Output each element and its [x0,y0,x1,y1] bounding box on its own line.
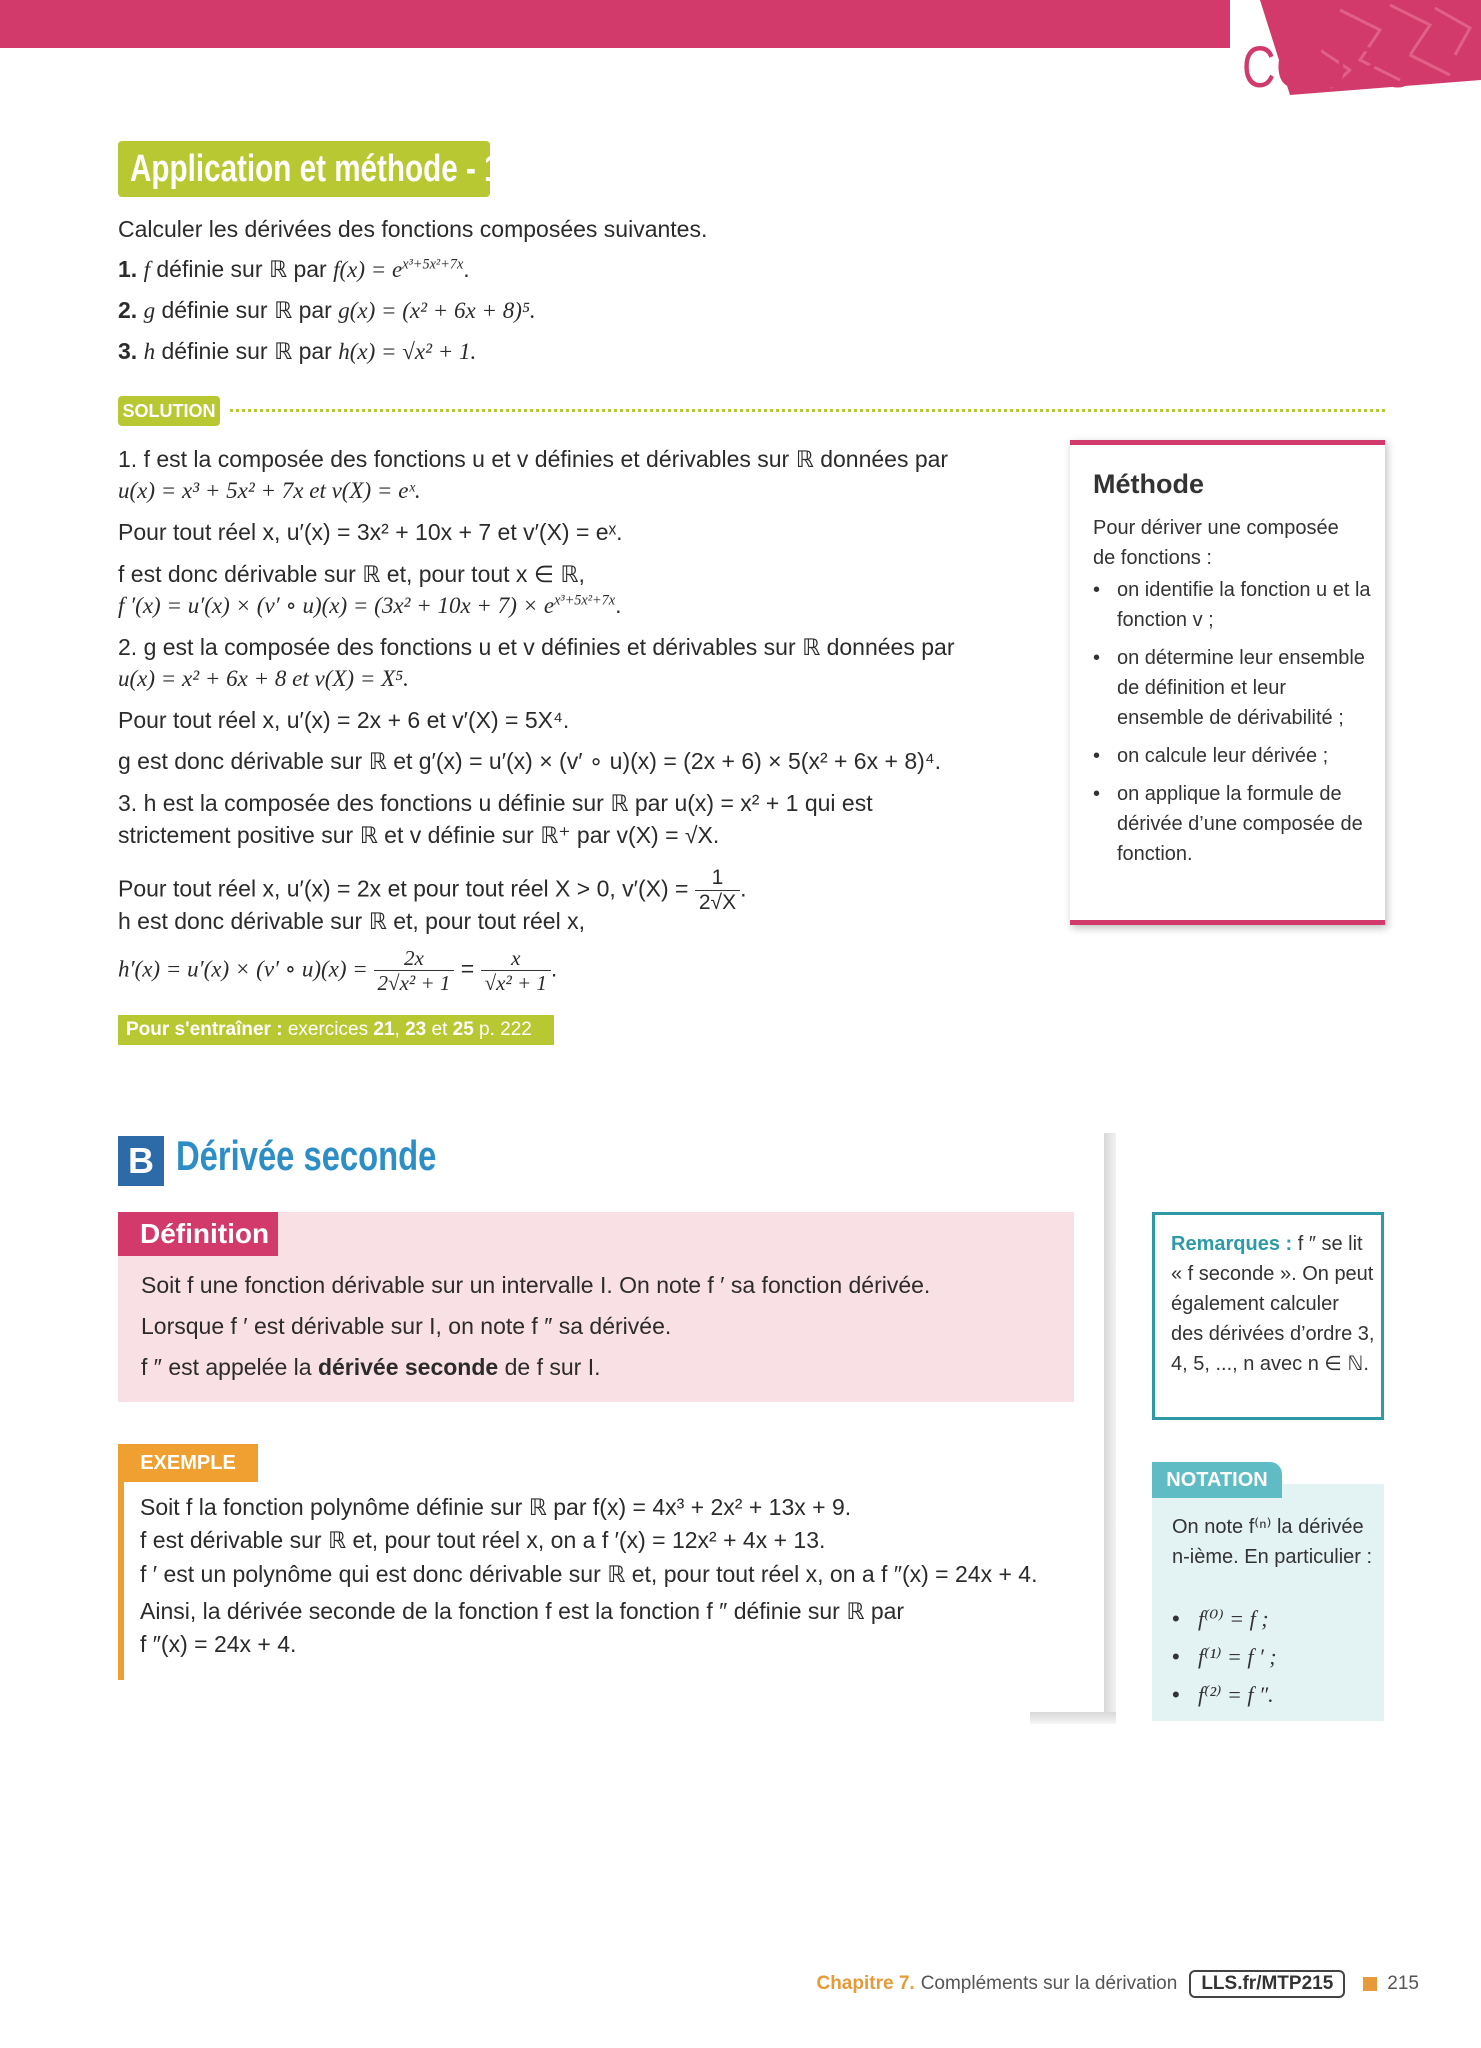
methode-list [1093,575,1373,877]
solution-line: h′(x) = u′(x) × (v′ ∘ u)(x) = $\frac{2x}{\text{2√x² + 1}}$ = $\frac{x}{\text{√x² + 1}}$ . [118,946,558,995]
example-line: Soit f la fonction polynôme définie sur ℝ par f(x) = 4x³ + 2x² + 13x + 9. [140,1494,852,1520]
solution-line: f est donc dérivable sur ℝ et, pour tout x ∈ ℝ, [118,561,585,587]
solution-line: 1. f est la composée des fonctions u et v définies et dérivables sur ℝ données par [118,446,949,472]
solution-badge: SOLUTION [118,396,220,426]
application-title: Application et méthode - 1 [118,141,490,197]
solution-line: Pour tout réel x, u′(x) = 3x² + 10x + 7 et v′(X) = eˣ. [118,519,623,545]
methode-title: Méthode [1093,469,1204,499]
page-number: 215 [1387,1973,1419,1994]
notation-text: On note f⁽ⁿ⁾ la dérivée n-ième. En particulier : [1172,1516,1373,1568]
remarques-box [1152,1212,1384,1420]
list-item: • on calcule leur dérivée ; [1093,745,1329,767]
panel-shadow [1030,1712,1116,1724]
square-icon [1363,1977,1377,1991]
methode-intro: Pour dériver une composée de fonctions : [1093,517,1339,569]
list-item: • on identifie la fonction u et la fonction v ; [1093,579,1371,631]
header-bar [0,0,1230,48]
panel-shadow [1104,1133,1116,1723]
definition-label: Définition [118,1212,278,1256]
methode-box [1070,440,1385,925]
definition-line: Lorsque f ′ est dérivable sur I, on note f ″ sa dérivée. [141,1313,672,1339]
list-item: • f⁽⁰⁾ = f ; [1172,1606,1269,1631]
solution-line: Pour tout réel x, u′(x) = 2x et pour tout réel X > 0, v′(X) = $\frac{1}{2√X}$ . [118,866,747,914]
list-item: • f⁽²⁾ = f ″. [1172,1682,1274,1707]
exercise-item-1: 1. f définie sur ℝ par $f(x) = e^{x^3+5x^2+7x}$. [118,256,470,282]
solution-line: 3. h est la composée des fonctions u définie sur ℝ par u(x) = x² + 1 qui est [118,790,873,816]
section-title: Dérivée seconde [176,1132,437,1179]
solution-divider [230,409,1385,412]
solution-line: 2. g est la composée des fonctions u et v définies et dérivables sur ℝ données par [118,634,955,660]
solution-line: u(x) = x² + 6x + 8 et v(X) = X⁵. [118,666,409,691]
example-line: f ″(x) = 24x + 4. [140,1631,297,1657]
example-label: EXEMPLE [118,1444,258,1482]
list-item: • on applique la formule de dérivée d’une composée de fonction. [1093,783,1363,865]
definition-line: Soit f une fonction dérivable sur un intervalle I. On note f ′ sa fonction dérivée. [141,1272,931,1298]
solution-line: h est donc dérivable sur ℝ et, pour tout réel x, [118,908,585,934]
example-line: f ′ est un polynôme qui est donc dérivable sur ℝ et, pour tout réel x, on a f ″(x) = 24x + 4. [140,1561,1038,1587]
section-label: COURS [1242,35,1414,100]
exercise-item-3: 3. h définie sur ℝ par h(x) = √x² + 1. [118,338,477,364]
exercise-intro: Calculer les dérivées des fonctions composées suivantes. [118,216,708,242]
list-item: • f⁽¹⁾ = f ′ ; [1172,1644,1277,1669]
remarques-text: Remarques : f ″ se lit « f seconde ». On peut également calculer des dérivées d’ordre 3, 4, 5, ..., n avec n ∈ ℕ. [1171,1233,1375,1375]
example-line: f est dérivable sur ℝ et, pour tout réel x, on a f ′(x) = 12x² + 4x + 13. [140,1527,826,1553]
lls-link[interactable]: LLS.fr/MTP215 [1189,1970,1345,1998]
solution-line: Pour tout réel x, u′(x) = 2x + 6 et v′(X) = 5X⁴. [118,707,570,733]
solution-line: strictement positive sur ℝ et v définie sur ℝ⁺ par v(X) = √X. [118,822,720,848]
chapter-label: Chapitre 7. [816,1973,915,1994]
footer [816,1968,1419,2000]
section-letter: B [118,1136,164,1186]
solution-line: g est donc dérivable sur ℝ et g′(x) = u′(x) × (v′ ∘ u)(x) = (2x + 6) × 5(x² + 6x + 8)⁴. [118,748,942,774]
practice-link[interactable]: Pour s'entraîner : exercices 21, 23 et 25 p. 222 [118,1015,554,1045]
solution-line: u(x) = x³ + 5x² + 7x et v(X) = eˣ. [118,478,421,503]
list-item: • on détermine leur ensemble de définition et leur ensemble de dérivabilité ; [1093,647,1365,729]
example-line: Ainsi, la dérivée seconde de la fonction f est la fonction f ″ définie sur ℝ par [140,1598,905,1624]
notation-list [1172,1600,1277,1714]
definition-line: f ″ est appelée la dérivée seconde de f sur I. [141,1354,601,1380]
solution-line: f ′(x) = u′(x) × (v′ ∘ $u)(x) = (3x^2 + 10x + 7) \times e^{x^3+5x^2+7x}$. [118,592,622,618]
chapter-title: Compléments sur la dérivation [920,1973,1178,1994]
exercise-item-2: 2. g définie sur ℝ par g(x) = (x² + 6x + 8)⁵. [118,297,536,323]
notation-label: NOTATION [1152,1462,1282,1498]
